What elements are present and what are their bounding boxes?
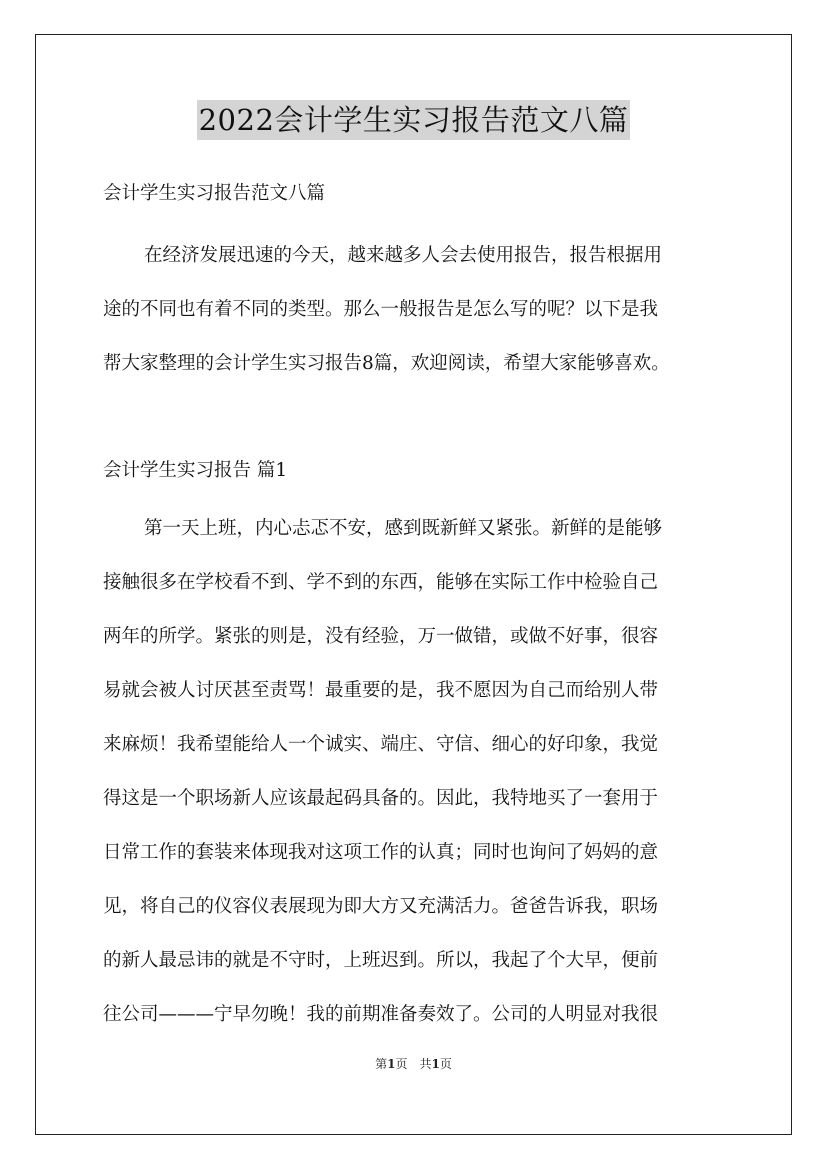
section-paragraph bbox=[103, 502, 743, 1042]
section-line: 日常工作的套装来体现我对这项工作的认真；同时也询问了妈妈的意 bbox=[103, 842, 659, 863]
footer-page-suffix: 页 bbox=[439, 1057, 452, 1071]
section-line: 得这是一个职场新人应该最起码具备的。因此，我特地买了一套用于 bbox=[103, 788, 659, 809]
intro-paragraph bbox=[103, 229, 743, 391]
page-footer bbox=[0, 1055, 827, 1072]
document-title: 2022会计学生实习报告范文八篇 bbox=[197, 100, 631, 140]
document-body bbox=[103, 174, 743, 1042]
section-line: 第一天上班，内心忐忑不安，感到既新鲜又紧张。新鲜的是能够 bbox=[144, 518, 663, 539]
section-line: 的新人最忌讳的就是不守时，上班迟到。所以，我起了个大早，便前 bbox=[103, 950, 659, 971]
section-line: 往公司———宁早勿晚！我的前期准备奏效了。公司的人明显对我很 bbox=[103, 1004, 659, 1025]
intro-line: 在经济发展迅速的今天，越来越多人会去使用报告，报告根据用 bbox=[144, 245, 663, 266]
footer-page-prefix: 第 bbox=[375, 1057, 388, 1071]
footer-page-total: 1 bbox=[431, 1057, 440, 1071]
footer-page-current: 1 bbox=[387, 1057, 396, 1071]
section-line: 见，将自己的仪容仪表展现为即大方又充满活力。爸爸告诉我，职场 bbox=[103, 896, 659, 917]
section-line: 易就会被人讨厌甚至责骂！最重要的是，我不愿因为自己而给别人带 bbox=[103, 680, 659, 701]
section-line: 两年的所学。紧张的则是，没有经验，万一做错，或做不好事，很容 bbox=[103, 626, 659, 647]
section-heading: 会计学生实习报告 篇1 bbox=[103, 460, 288, 481]
title-container bbox=[0, 100, 827, 140]
intro-line: 途的不同也有着不同的类型。那么一般报告是怎么写的呢？以下是我 bbox=[103, 299, 659, 320]
section-line: 来麻烦！我希望能给人一个诚实、端庄、守信、细心的好印象，我觉 bbox=[103, 734, 659, 755]
footer-page-mid: 页 共 bbox=[395, 1057, 432, 1071]
document-subtitle: 会计学生实习报告范文八篇 bbox=[103, 183, 326, 204]
intro-line: 帮大家整理的会计学生实习报告8篇，欢迎阅读，希望大家能够喜欢。 bbox=[103, 353, 670, 374]
section-line: 接触很多在学校看不到、学不到的东西，能够在实际工作中检验自己 bbox=[103, 572, 659, 593]
